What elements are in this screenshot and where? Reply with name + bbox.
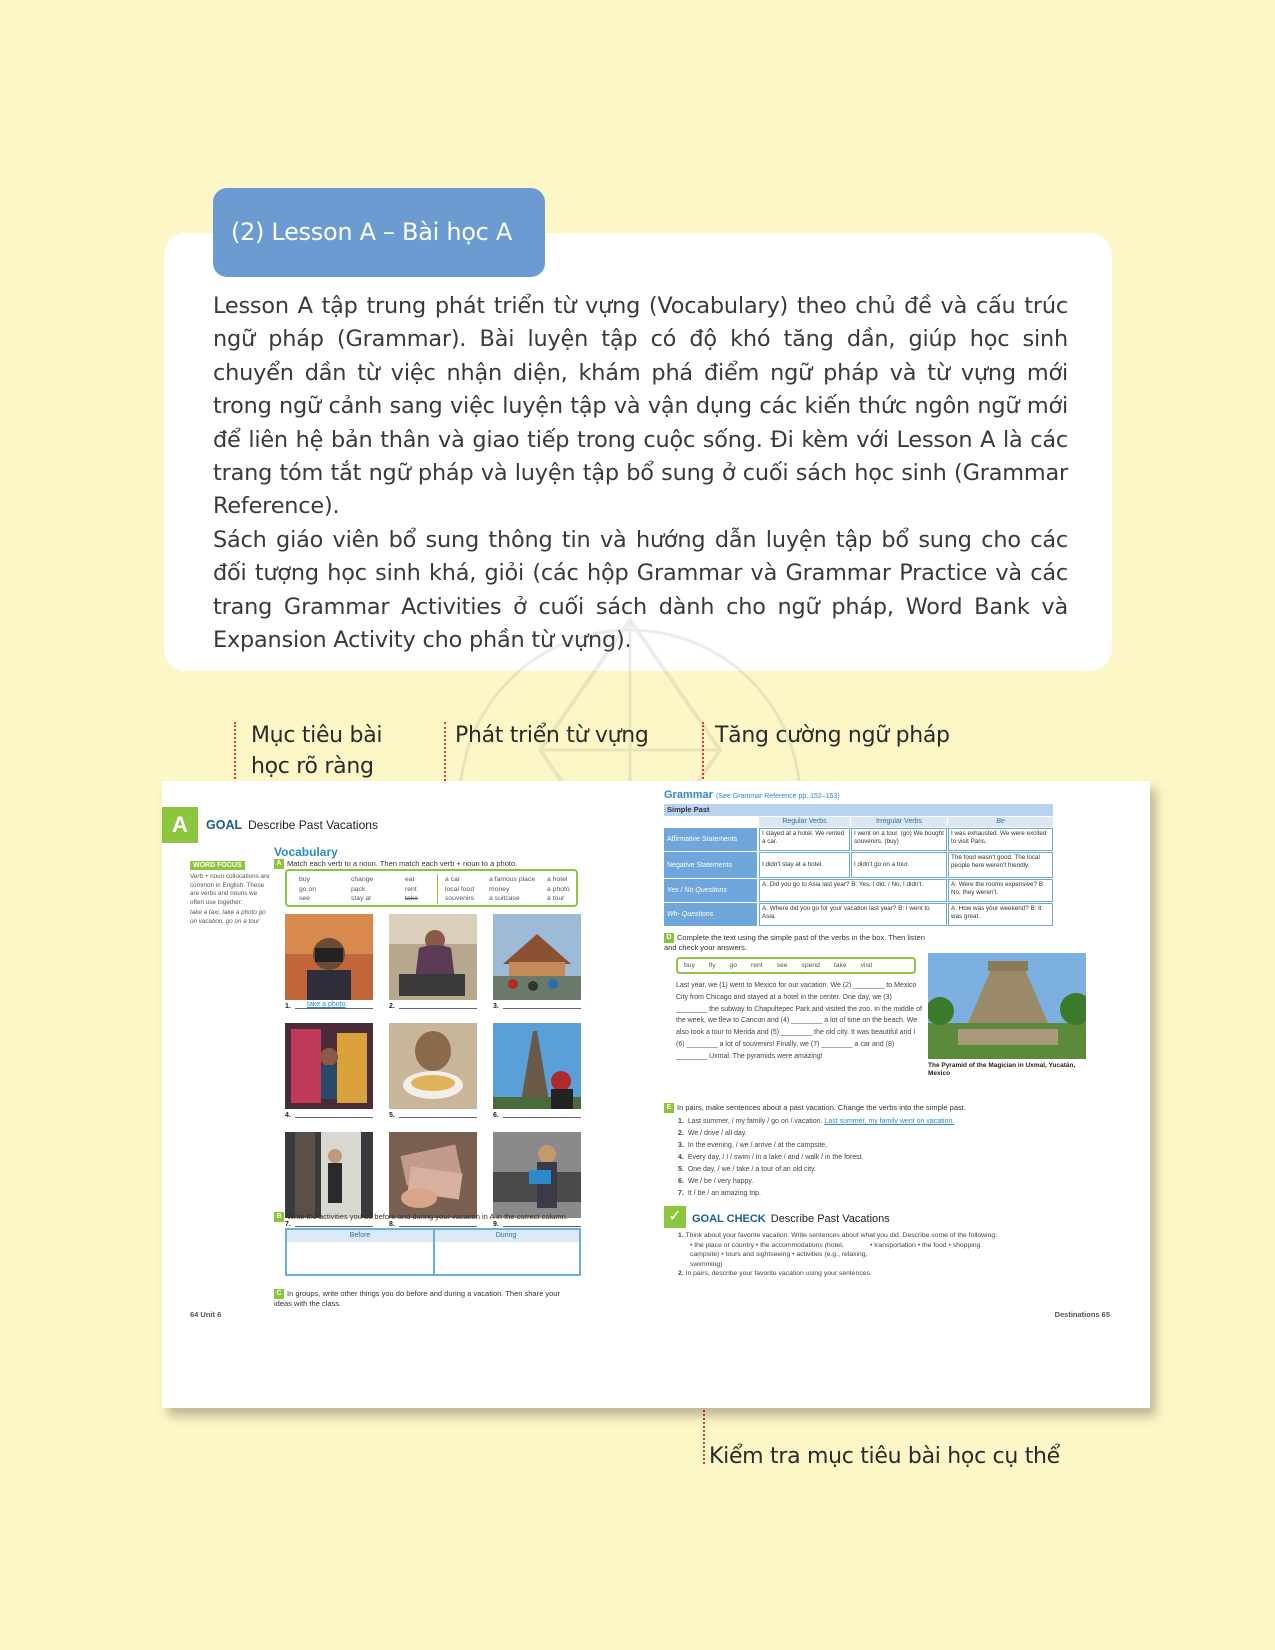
right-page-footer: Destinations 65 [1054,1310,1110,1319]
photo-caption-7: 7. [285,1221,373,1228]
cell-yes-no-be: A: Were the rooms expensive? B: No, they weren't. [948,879,1053,902]
nouns-col1: a car local food souvenirs [445,876,475,902]
intro-text [213,290,1068,657]
photo-caption-2: 2. [389,1003,477,1010]
goal-check-bullets [678,1241,1058,1270]
verb-box: buy fly go rent see spend take visit [676,957,916,974]
cell-wh-verbs: A: Where did you go for your vacation last year? B: I went to Asia. [759,903,947,926]
task-d-badge: D [664,933,674,943]
e-item-4: 4. Every day, / I / swim / in a lake / and / walk / in the forest. [678,1154,864,1161]
task-a-text: Match each verb to a noun. Then match each verb + noun to a photo. [287,859,518,868]
exercise-e-list [678,1116,1018,1200]
intro-paragraph-1: Lesson A tập trung phát triển từ vựng (Vocabulary) theo chủ đề và cấu trúc ngữ pháp (Grammar). Bài luyện tập có độ khó tăng dần, giúp học sinh chuyển dần từ việc nhận diện, khám phá điểm ngữ pháp và từ vựng mới trong ngữ cảnh sang việc luyện tập và vận dụng các kiến thức ngôn ngữ mới để liên hệ bản thân và giao tiếp trong cuộc sống. Đi kèm với Lesson A là các trang tóm tắt ngữ pháp và luyện tập bổ sung ở cuối sách học sinh (Grammar Reference). [213,293,1068,520]
cell-negative-be: The food wasn't good. The local people here weren't friendly. [948,852,1053,878]
goal-check-bullets-left: • the place or country • the accommodations (hotel, campsite) • tours and sightseeing • activities (e.g., relaxing, swimming) [690,1241,868,1268]
left-page-footer: 64 Unit 6 [190,1310,222,1319]
exercise-d-text: Last year, we (1) went to Mexico for our vacation. We (2) ________ to Mexico City from Chicago and stayed at a hotel in the center. One day, we (3) ________ the subway to Chapultepec Park and visited the zoo. In the middle of the week, we flew to Cancun and (4) ________ a lot of time on the beach. We also took a tour to Merida and (5) ________ the old city. It was beautiful and I (6) ________ a lot of souvenirs! Finally, we (7) ________ a car and (8) ________ Uxmal. The pyramids were amazing! [676,982,922,1060]
e-item-3: 3. In the evening, / we / arrive / at the campsite. [678,1142,828,1149]
col-be: Be [948,817,1053,827]
textbook-spread [162,781,1150,1408]
goal-check-text: Describe Past Vacations [770,1213,890,1225]
goal-label: GOAL [206,818,243,832]
simple-past-title: Simple Past [664,804,1053,816]
photo-1-answer: take a photo [307,1001,346,1008]
cell-yes-no-verbs: A: Did you go to Asia last year? B: Yes, I did. / No, I didn't. [759,879,947,902]
simple-past-table [664,804,1053,924]
callout-goal [251,720,382,782]
left-page [162,781,656,1408]
grammar-reference: (See Grammar Reference pp. 152–153) [715,793,840,800]
callout-vocab: Phát triển từ vựng [455,723,649,748]
cell-wh-be: A: How was your weekend? B: It was great. [948,903,1053,926]
goal-check-bullets-right: • transportation • the food • shopping [870,1241,981,1249]
e-item-5: 5. One day, / we / take / a tour of an old city. [678,1166,816,1173]
photo-caption-4: 4. [285,1112,373,1119]
cell-affirmative-irregular: I went on a tour. (go) We bought souvenirs. (buy) [851,828,947,851]
photo-eating-noodles [389,1023,477,1109]
goal-check-heading [692,1213,890,1225]
photo-packing [389,914,477,1000]
photo-hotel-room [285,1132,373,1218]
nouns-col3: a hotel a photo a tour [547,876,570,902]
photo-eiffel-tower [493,1023,581,1109]
row-yes-no: Yes / No Questions [664,879,757,902]
verbs-col1: buy go on see [299,876,317,902]
task-e-text: In pairs, make sentences about a past vacation. Change the verbs into the simple past. [677,1103,966,1112]
task-b-badge: B [274,1212,284,1222]
nouns-col2: a famous place money a suitcase [489,876,536,902]
e-item-2: 2. We / drive / all day. [678,1130,747,1137]
callout-goal-check: Kiểm tra mục tiêu bài học cụ thể [709,1444,1060,1469]
row-wh: Wh- Questions [664,903,757,926]
col-regular-verbs: Regular Verbs [759,817,850,827]
cell-affirmative-regular: I stayed at a hotel. We rented a car. [759,828,850,851]
task-d [664,933,934,952]
right-page [656,781,1150,1408]
photo-caption-9: 9. [493,1221,581,1228]
task-e-badge: E [664,1103,674,1113]
goal-check-label: GOAL CHECK [692,1213,766,1225]
wordbox-divider [437,874,438,904]
task-a-badge: A [274,859,284,869]
callout-goal-line2: học rõ ràng [251,754,374,779]
photo-caption-3: 3. [493,1003,581,1010]
task-b-text: Write the activities you do before and during your vacation in A in the correct column. [287,1212,568,1221]
photo-caption-8: 8. [389,1221,477,1228]
task-c-badge: C [274,1289,284,1299]
col-before: Before [349,1232,371,1239]
cell-negative-regular: I didn't stay at a hotel. [759,852,850,878]
goal-check-item-1: 1. Think about your favorite vacation. Write sentences about what you did. Describe some of the following: [678,1232,998,1239]
task-c [274,1289,574,1308]
photo-landmark [493,914,581,1000]
col-irregular-verbs: Irregular Verbs [851,817,947,827]
photo-pyramid [928,953,1086,1059]
before-during-table [285,1228,581,1276]
row-negative: Negative Statements [664,852,757,878]
e-item-1: 1. Last summer, / my family / go on / vacation. Last summer, my family went on vacation. [678,1118,955,1125]
word-focus-body: Verb + noun collocations are common in English. These are verbs and nouns we often use together: [190,873,270,906]
photo-rental-car [493,1132,581,1218]
vocabulary-heading: Vocabulary [274,845,338,859]
goal-check-item-2: 2. In pairs, describe your favorite vacation using your sentences. [678,1270,872,1278]
grammar-heading [664,789,840,801]
table-divider [433,1230,435,1276]
goal-line [206,818,378,832]
section-tab: (2) Lesson A – Bài học A [213,188,545,277]
photo-caption-1: 1. take a photo [285,1003,373,1010]
verb-noun-box [285,869,578,907]
e-item-1-answer: Last summer, my family went on vacation. [824,1118,955,1125]
callout-goal-line1: Mục tiêu bài [251,723,383,748]
checkmark-icon: ✓ [664,1206,686,1228]
e-item-6: 6. We / be / very happy. [678,1178,754,1185]
e-item-7: 7. It / be / an amazing trip. [678,1190,761,1197]
col-during: During [495,1232,517,1239]
intro-paragraph-2: Sách giáo viên bổ sung thông tin và hướng dẫn luyện tập bổ sung cho các đối tượng học sinh khá, giỏi (các hộp Grammar và Grammar Practice và các trang Grammar Activities ở cuối sách dành cho ngữ pháp, Word Bank và Expansion Activity cho phần từ vựng). [213,526,1068,654]
task-a [274,859,654,869]
task-e [664,1103,1044,1113]
callout-grammar: Tăng cường ngữ pháp [715,723,950,748]
task-d-text: Complete the text using the simple past of the verbs in the box. Then listen and check your answers. [664,933,925,953]
photo-photographer [285,914,373,1000]
row-affirmative: Affirmative Statements [664,828,757,851]
cell-negative-irregular: I didn't go on a tour. [851,852,947,878]
verbs-col3: eat rent take [405,876,418,902]
photo-souvenir-shop [285,1023,373,1109]
lesson-badge: A [162,807,198,843]
word-focus-examples: take a taxi, take a photo go on vacation, go on a tour [190,909,266,925]
verbs-col2: change pack stay at [351,876,374,902]
word-focus-text [190,873,270,927]
grammar-title: Grammar [664,789,713,801]
pyramid-caption: The Pyramid of the Magician in Uxmal, Yucatán, Mexico [928,1062,1076,1077]
photo-money-exchange [389,1132,477,1218]
goal-check-list [678,1231,1058,1279]
word-focus-tag: WORD FOCUS [190,861,245,870]
photo-caption-6: 6. [493,1112,581,1119]
task-c-text: In groups, write other things you do before and during a vacation. Then share your ideas with the class. [274,1289,560,1309]
task-b [274,1212,654,1222]
goal-text: Describe Past Vacations [248,818,378,832]
photo-caption-5: 5. [389,1112,477,1119]
cell-affirmative-be: I was exhausted. We were excited to visit Paris. [948,828,1053,851]
